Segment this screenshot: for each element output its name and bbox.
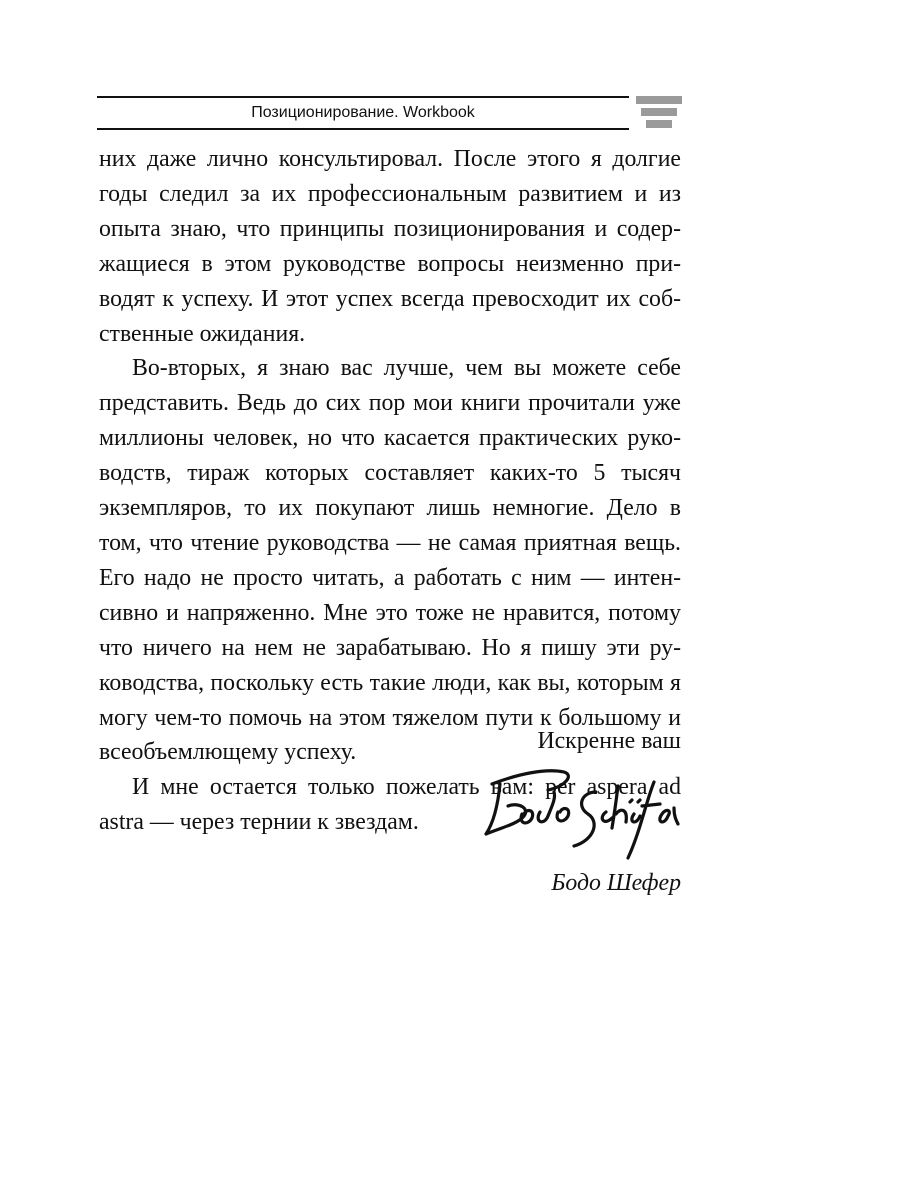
- running-header: [97, 96, 629, 130]
- running-header-title: Позиционирование. Workbook: [251, 104, 475, 121]
- paragraph: Во-вторых, я знаю вас лучше, чем вы можете себе представить. Ведь до сих пор мои книги прочитали уже миллионы человек, но что касается практических руководств, тираж которых составляет каких-то 5 тысяч экземпляров, то их покупают лишь немногие. Дело в том, что чтение руководства — не самая приятная вещь. Его надо не просто читать, а работать с ним — интенсивно и напряженно. Мне это тоже не нравится, потому что ничего на нем не зарабатываю. Но я пишу эти руководства, поскольку есть такие люди, как вы, которым я могу чем-то помочь на этом тяжелом пути к большому и всеобъемлющему успеху.: [99, 355, 681, 766]
- closing-phrase: Искренне ваш: [537, 728, 681, 754]
- paragraph: И мне остается только пожелать вам: per aspera ad astra — через тернии к звездам.: [99, 774, 681, 836]
- paragraph: них даже лично консультировал. После этого я долгие годы следил за их профессиональным развитием и из опыта знаю, что принципы позиционирования и содержащиеся в этом руководстве вопросы неизменно приводят к успеху. И этот успех всегда превосходит их собственные ожидания.: [99, 146, 681, 347]
- handwritten-signature: [478, 762, 684, 868]
- author-name: Бодо Шефер: [551, 870, 681, 896]
- stacked-bars-icon: [636, 94, 682, 134]
